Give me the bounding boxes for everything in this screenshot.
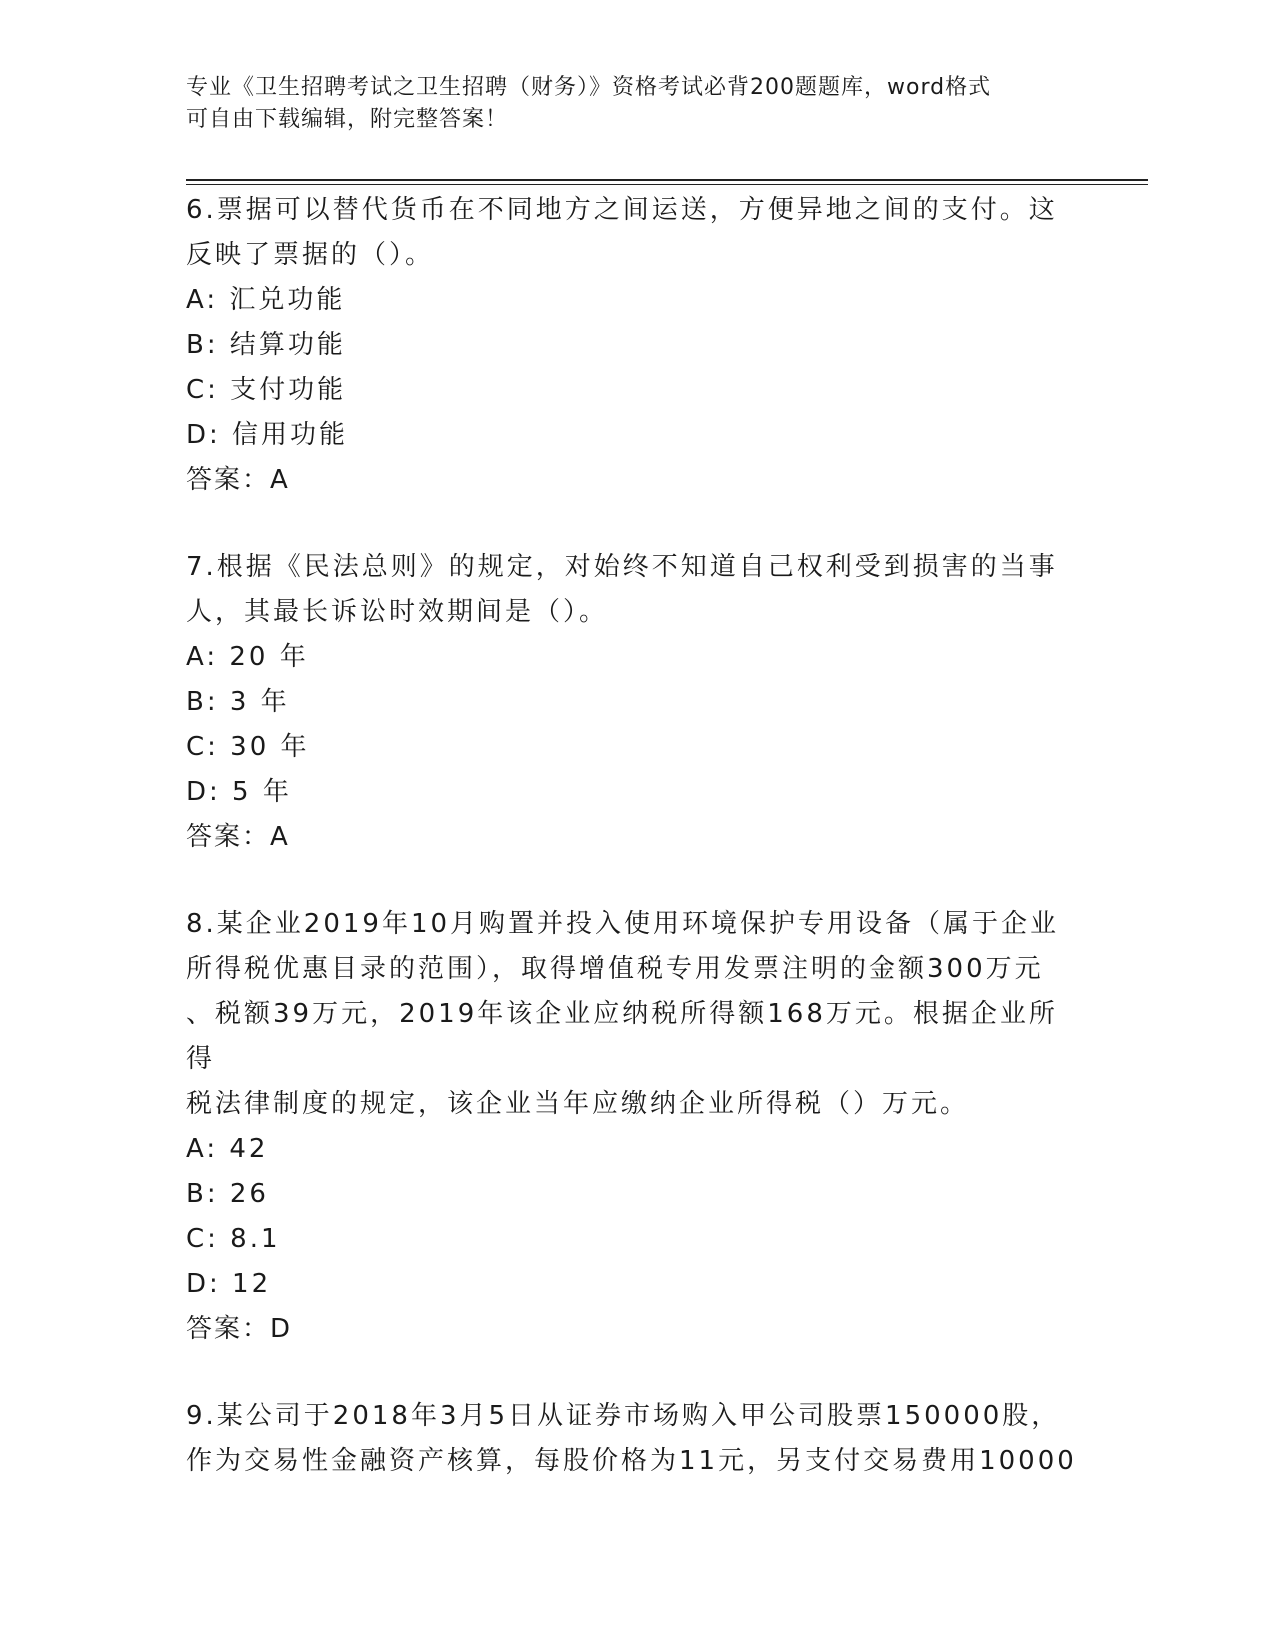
option-c: C: 8.1 (186, 1224, 281, 1254)
question-8 (186, 902, 1086, 1352)
header-line-1: 专业《卫生招聘考试之卫生招聘（财务）》资格考试必背200题题库，word格式 (186, 75, 992, 100)
document-header (186, 72, 1066, 136)
question-stem: 8.某企业2019年10月购置并投入使用环境保护专用设备（属于企业 (186, 909, 1060, 939)
question-stem: 9.某公司于2018年3月5日从证券市场购入甲公司股票150000股， (186, 1401, 1061, 1431)
answer: 答案：A (186, 822, 290, 852)
question-stem: 7.根据《民法总则》的规定，对始终不知道自己权利受到损害的当事 (186, 552, 1058, 582)
option-b: B: 26 (186, 1179, 269, 1209)
question-stem: 6.票据可以替代货币在不同地方之间运送，方便异地之间的支付。这 (186, 195, 1058, 225)
option-d: D: 5 年 (186, 777, 292, 807)
question-stem: 、税额39万元，2019年该企业应纳税所得额168万元。根据企业所得 (186, 999, 1058, 1074)
question-stem: 作为交易性金融资产核算，每股价格为11元，另支付交易费用10000 (186, 1446, 1077, 1476)
header-divider-thick (186, 179, 1148, 181)
question-6 (186, 188, 1086, 503)
header-line-2: 可自由下载编辑，附完整答案！ (186, 107, 509, 132)
option-b: B: 结算功能 (186, 330, 346, 360)
question-list (186, 188, 1086, 1526)
option-d: D: 信用功能 (186, 420, 349, 450)
option-c: C: 30 年 (186, 732, 310, 762)
option-b: B: 3 年 (186, 687, 290, 717)
answer: 答案：D (186, 1314, 293, 1344)
header-divider-thin (186, 184, 1148, 185)
question-stem: 税法律制度的规定，该企业当年应缴纳企业所得税（）万元。 (186, 1089, 970, 1119)
question-stem: 所得税优惠目录的范围），取得增值税专用发票注明的金额300万元 (186, 954, 1044, 984)
question-stem: 人，其最长诉讼时效期间是（）。 (186, 597, 609, 627)
option-a: A: 20 年 (186, 642, 309, 672)
option-c: C: 支付功能 (186, 375, 347, 405)
answer: 答案：A (186, 465, 290, 495)
question-9 (186, 1394, 1086, 1484)
option-d: D: 12 (186, 1269, 272, 1299)
option-a: A: 42 (186, 1134, 269, 1164)
option-a: A: 汇兑功能 (186, 285, 346, 315)
question-stem: 反映了票据的（）。 (186, 240, 435, 270)
question-7 (186, 545, 1086, 860)
